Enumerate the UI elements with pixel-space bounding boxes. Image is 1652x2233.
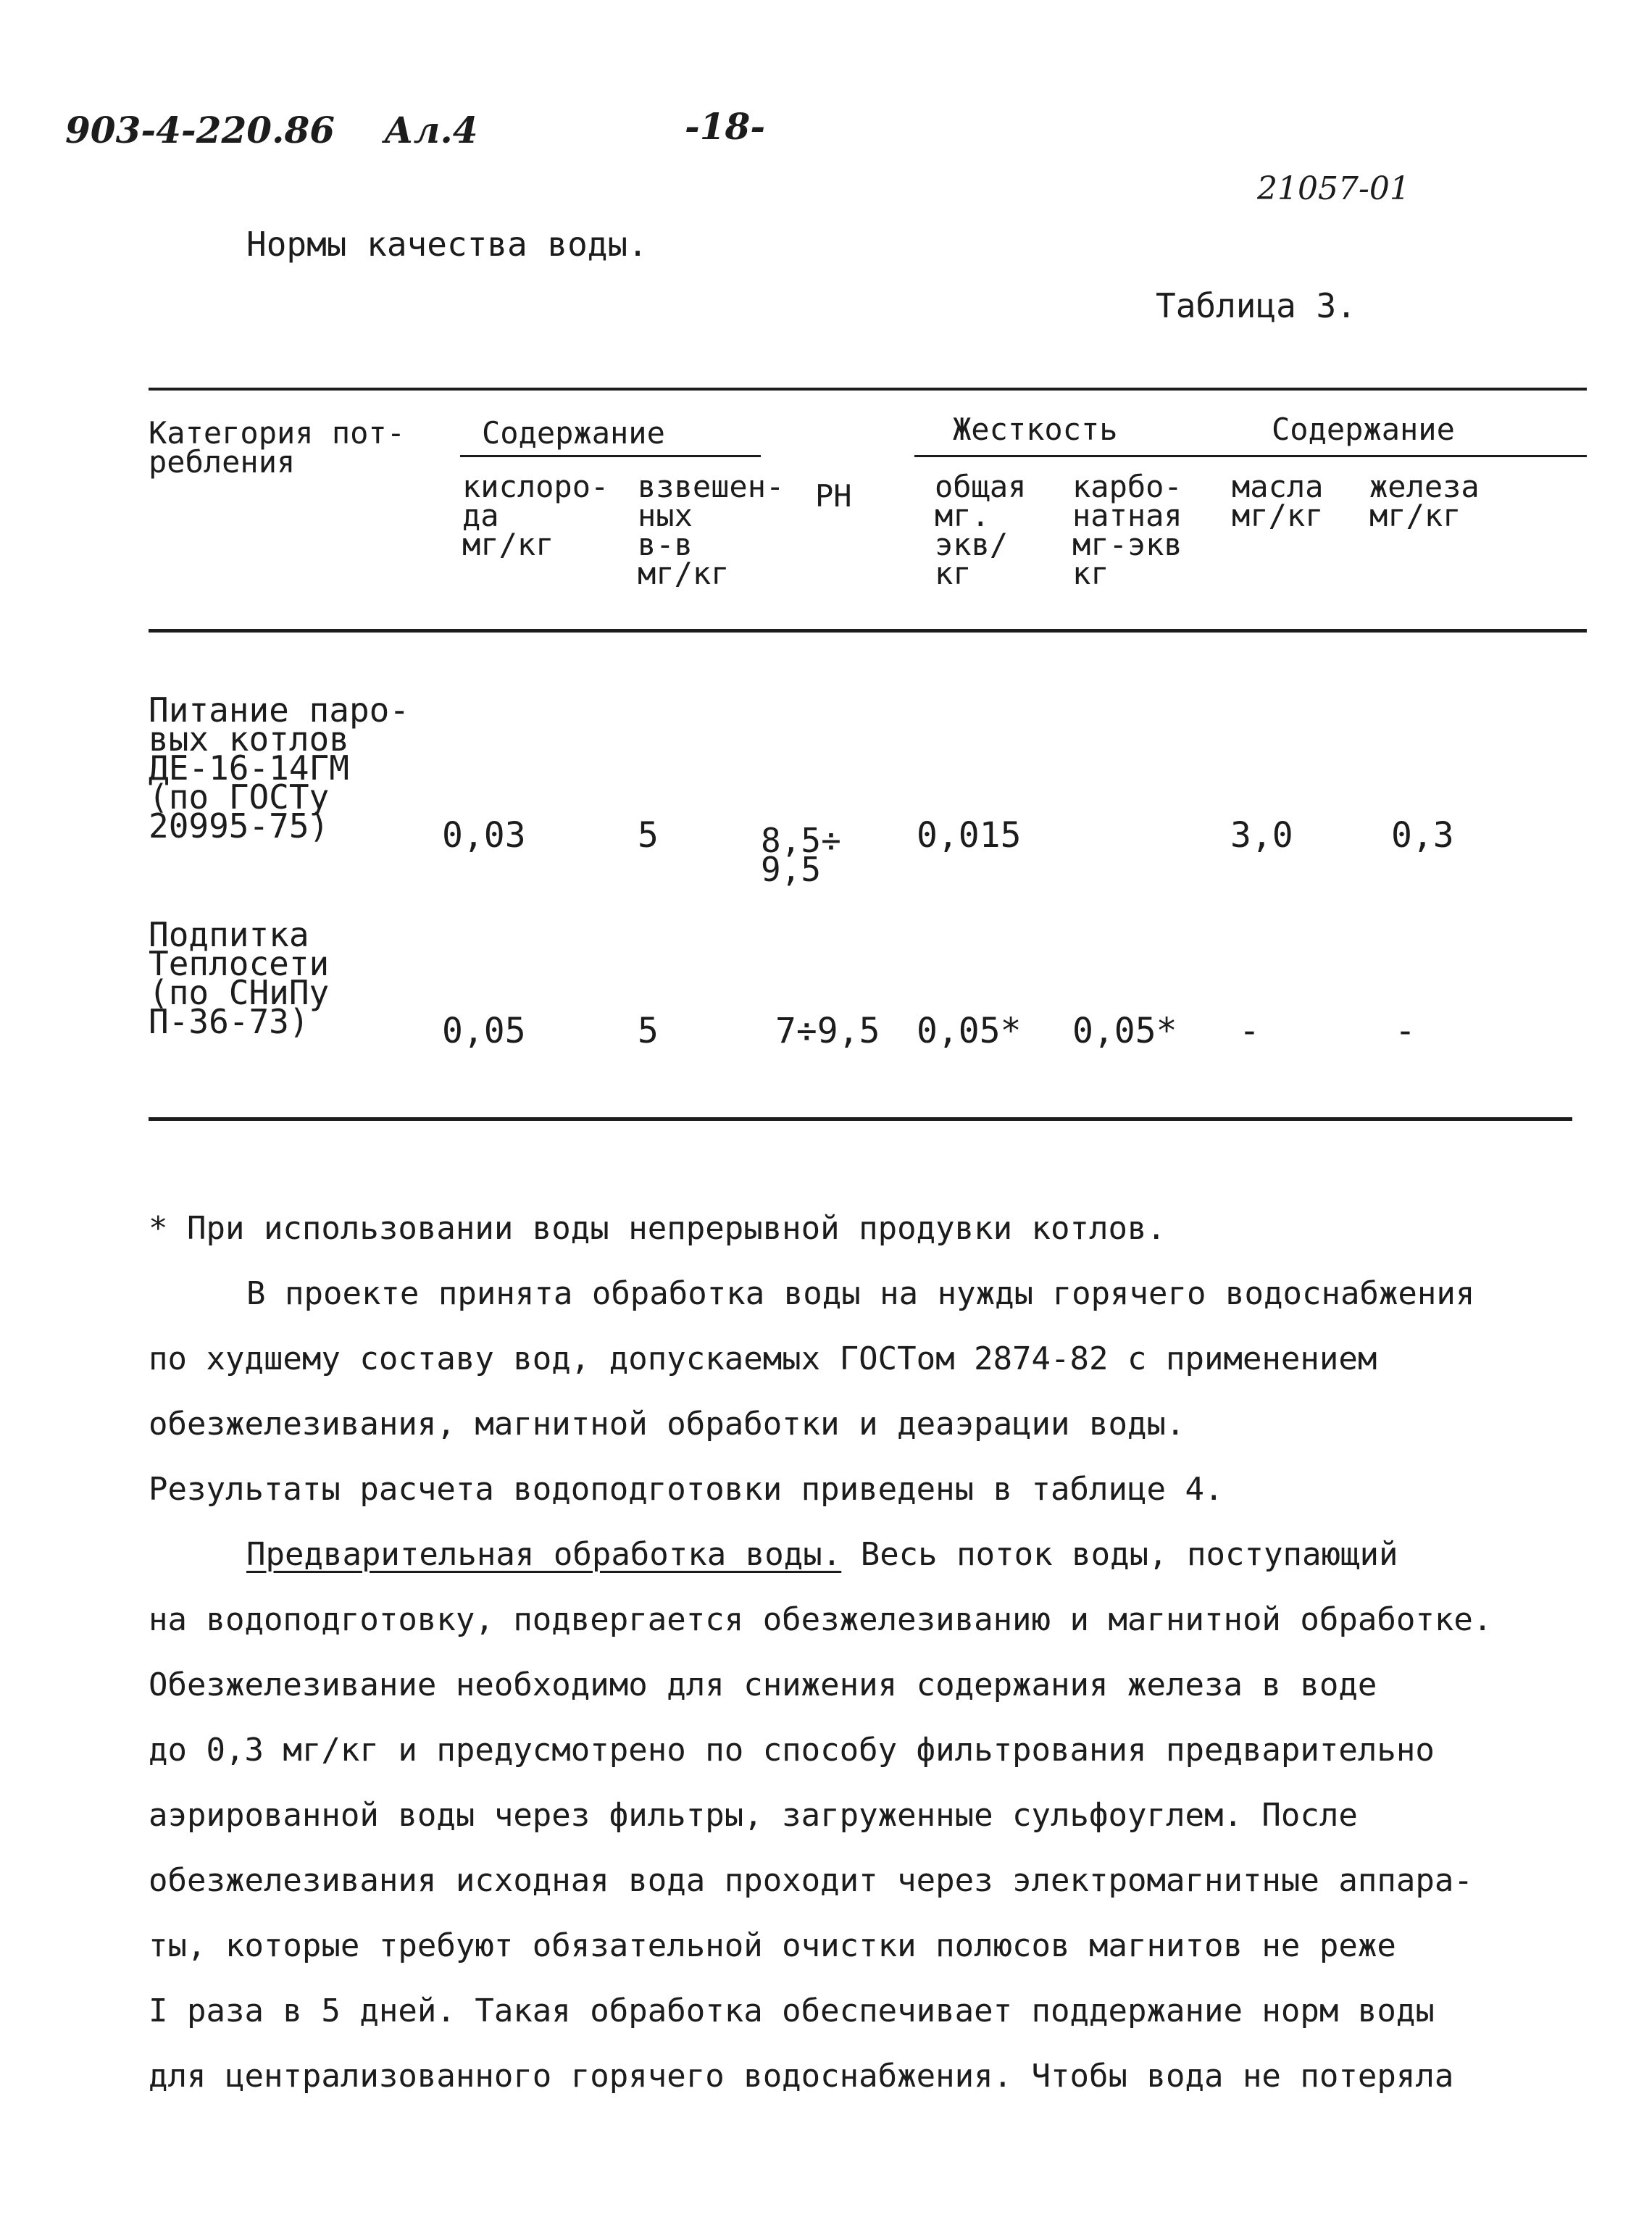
row-2-ph: 7÷9,5 bbox=[775, 1011, 880, 1051]
paragraph-1-line-2: по худшему составу вод, допускаемых ГОСТом 2874-82 с применением bbox=[149, 1340, 1377, 1377]
header-ph: PH bbox=[815, 478, 852, 514]
paragraph-2-line-2: на водоподготовку, подвергается обезжелезиванию и магнитной обработке. bbox=[149, 1601, 1493, 1638]
header-oil: масла мг/кг bbox=[1232, 469, 1324, 533]
document-code: 903-4-220.86 bbox=[65, 109, 335, 151]
page-title: Нормы качества воды. bbox=[246, 225, 648, 264]
header-iron: железа мг/кг bbox=[1369, 469, 1480, 533]
header-category: Категория пот- ребления bbox=[149, 415, 406, 480]
header-total-hardness: общая мг. экв/ кг bbox=[935, 469, 1027, 591]
row-1-oil: 3,0 bbox=[1230, 815, 1293, 856]
row-2-oxygen: 0,05 bbox=[442, 1011, 526, 1051]
paragraph-2-line-9: для централизованного горячего водоснабжения. Чтобы вода не потеряла bbox=[149, 2058, 1454, 2095]
row-2-total-hardness: 0,05* bbox=[917, 1011, 1022, 1051]
paragraph-1-line-3: обезжелезивания, магнитной обработки и деаэрации воды. bbox=[149, 1406, 1185, 1443]
row-2-suspended: 5 bbox=[638, 1011, 659, 1051]
group-rule-content-1 bbox=[460, 455, 761, 457]
paragraph-2-line-5: аэрированной воды через фильтры, загруженные сульфоуглем. После bbox=[149, 1797, 1358, 1834]
header-suspended: взвешен- ных в-в мг/кг bbox=[638, 469, 785, 591]
row-2-carbonate-hardness: 0,05* bbox=[1072, 1011, 1177, 1051]
paragraph-2-line-8: I раза в 5 дней. Такая обработка обеспечивает поддержание норм воды bbox=[149, 1992, 1435, 2029]
archive-number: 21057-01 bbox=[1257, 170, 1410, 207]
header-group-content-2: Содержание bbox=[1272, 412, 1455, 447]
row-1-oxygen: 0,03 bbox=[442, 815, 526, 856]
row-1-ph: 8,5÷ 9,5 bbox=[761, 821, 841, 889]
paragraph-2-line-7: ты, которые требуют обязательной очистки полюсов магнитов не реже bbox=[149, 1927, 1396, 1964]
paragraph-1-line-1: В проекте принята обработка воды на нужды горячего водоснабжения bbox=[246, 1275, 1475, 1312]
paragraph-2-line-1: Предварительная обработка воды. Весь поток воды, поступающий bbox=[246, 1536, 1398, 1573]
paragraph-2-line-6: обезжелезивания исходная вода проходит через электромагнитные аппара- bbox=[149, 1862, 1473, 1899]
paragraph-2-line-3: Обезжелезивание необходимо для снижения содержания железа в воде bbox=[149, 1666, 1377, 1703]
footnote: * При использовании воды непрерывной продувки котлов. bbox=[149, 1210, 1166, 1247]
group-rule-hardness-content bbox=[914, 455, 1587, 457]
paragraph-2-line-4: до 0,3 мг/кг и предусмотрено по способу фильтрования предварительно bbox=[149, 1732, 1435, 1769]
header-group-hardness: Жесткость bbox=[953, 412, 1118, 447]
header-group-content-1: Содержание bbox=[482, 415, 665, 451]
row-2-oil: - bbox=[1239, 1011, 1260, 1051]
header-carbonate-hardness: карбо- натная мг-экв кг bbox=[1072, 469, 1182, 591]
page-number: -18- bbox=[685, 105, 766, 148]
sheet-number: Ал.4 bbox=[384, 109, 478, 151]
row-2-category: Подпитка Теплосети (по СНиПу П-36-73) bbox=[149, 915, 330, 1041]
header-oxygen: кислоро- да мг/кг bbox=[462, 469, 609, 562]
paragraph-1-line-4: Результаты расчета водоподготовки приведены в таблице 4. bbox=[149, 1471, 1224, 1508]
table-top-rule bbox=[149, 388, 1587, 391]
row-1-total-hardness: 0,015 bbox=[917, 815, 1022, 856]
table-header-rule bbox=[149, 629, 1587, 633]
row-1-iron: 0,3 bbox=[1391, 815, 1454, 856]
table-bottom-rule bbox=[149, 1117, 1572, 1121]
section-heading: Предварительная обработка воды. bbox=[246, 1536, 842, 1573]
table-label: Таблица 3. bbox=[1156, 286, 1356, 325]
row-1-category: Питание паро- вых котлов ДЕ-16-14ГМ (по ГОСТу 20995-75) bbox=[149, 690, 410, 846]
row-2-iron: - bbox=[1395, 1011, 1416, 1051]
row-1-suspended: 5 bbox=[638, 815, 659, 856]
